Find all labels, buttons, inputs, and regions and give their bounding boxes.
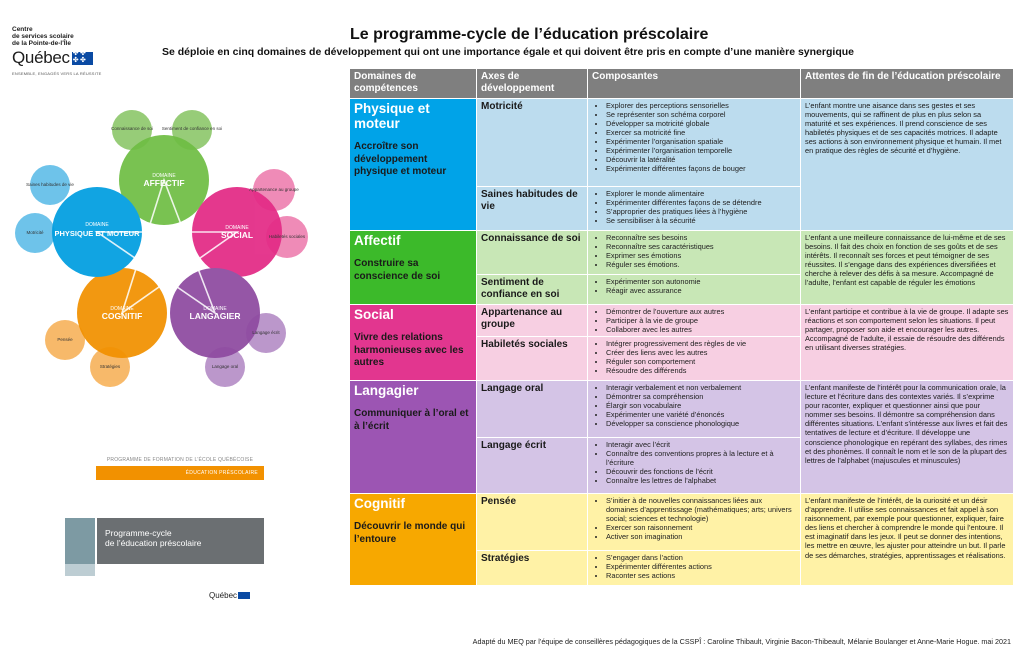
satellite-label-0: Connaissance de soi xyxy=(111,126,153,131)
cover-orange-bar: ÉDUCATION PRÉSCOLAIRE xyxy=(96,466,264,480)
logo-org-line1: Centre xyxy=(12,26,33,33)
axis-cell: Motricité xyxy=(477,99,588,187)
domain-name: Langagier xyxy=(354,383,419,398)
component-item: • Expérimenter différentes façons de bouger xyxy=(606,164,796,173)
component-item: • Réguler son comportement xyxy=(606,357,796,366)
satellite-label-4: Langage écrit xyxy=(252,330,280,335)
expectations-cell: L’enfant manifeste de l’intérêt, de la curiosité et un désir d’apprendre. Il utilise ses connaissances et fait appel à son raisonnement, par exemple pour questionner, expliquer, faire des liens et chercher à comprendre le monde qui l’entoure. Il est imaginatif dans les jeux. Il peut se donner des intentions, les mettre en œuvre, les ajuster pour atteindre un but. Il parle de ses démarches, stratégies, apprentissages et réalisations. xyxy=(801,494,1014,586)
axis-cell: Langage oral xyxy=(477,381,588,438)
components-cell xyxy=(588,494,801,551)
axis-cell: Langage écrit xyxy=(477,438,588,494)
domain-description: Découvrir le monde qui l’entoure xyxy=(354,521,466,545)
quebec-flag-icon xyxy=(72,52,93,65)
component-item: • Expérimenter son autonomie xyxy=(606,277,796,286)
component-item: • Se sensibiliser à la sécurité xyxy=(606,216,796,225)
components-list xyxy=(592,233,796,269)
table-body xyxy=(350,99,1014,586)
table-row xyxy=(350,305,1014,337)
table-row xyxy=(350,381,1014,438)
table-row xyxy=(350,494,1014,551)
domain-cell xyxy=(350,231,477,305)
satellite-label-6: Stratégies xyxy=(99,364,121,369)
component-item: • Démontrer de l’ouverture aux autres xyxy=(606,307,796,316)
component-item: • Se représenter son schéma corporel xyxy=(606,110,796,119)
domain-physique-label: PHYSIQUE ET MOTEUR xyxy=(54,229,140,238)
axis-cell: Sentiment de confiance en soi xyxy=(477,275,588,305)
axis-cell: Habiletés sociales xyxy=(477,337,588,381)
components-cell xyxy=(588,337,801,381)
component-item: • Reconnaître ses besoins xyxy=(606,233,796,242)
logo-org-line2: de services scolaire xyxy=(12,33,74,40)
program-cover-title-box xyxy=(97,518,264,564)
component-item: • Exercer son raisonnement xyxy=(606,523,796,532)
domain-description: Accroître son développement physique et moteur xyxy=(354,141,447,177)
component-item: • Activer son imagination xyxy=(606,532,796,541)
quebec-flag-small-icon xyxy=(238,592,250,599)
components-list xyxy=(592,440,796,485)
components-cell xyxy=(588,231,801,275)
component-item: • Développer sa conscience phonologique xyxy=(606,419,796,428)
component-item: • Exprimer ses émotions xyxy=(606,251,796,260)
domain-affectif-top: DOMAINE xyxy=(152,173,176,179)
table-header-row xyxy=(350,69,1014,99)
components-cell xyxy=(588,99,801,187)
footer-credit: Adapté du MEQ par l’équipe de conseillères pédagogiques de la CSSPÎ : Caroline Thibault, Virginie Bacon-Thibeault, Mélanie Boulanger et Anne-Marie Hogue. mai 2021 xyxy=(472,637,1011,646)
axis-cell: Pensée xyxy=(477,494,588,551)
cssp-logo xyxy=(12,26,122,76)
expectations-cell: L’enfant manifeste de l’intérêt pour la communication orale, la lecture et l’écriture dans des contextes variés. Il s’exprime pour raconter, expliquer et questionner ainsi que pour nommer ses besoins. Il démontre sa compréhension dans différentes situations. L’enfant s’intéresse aux livres et fait des tentatives de lecture et d’écriture. Il développe une conscience phonologique en repérant des syllabes, des rimes et des phonèmes. Il connaît le nom et le son de la plupart des lettres de l’alphabet (majuscules et minuscules) xyxy=(801,381,1014,494)
domain-cell xyxy=(350,381,477,494)
component-item: • Interagir avec l’écrit xyxy=(606,440,796,449)
domain-langagier-label: LANGAGIER xyxy=(189,311,241,321)
satellite-label-2: Appartenance au groupe xyxy=(249,187,299,192)
component-item: • Découvrir des fonctions de l’écrit xyxy=(606,467,796,476)
axis-cell: Connaissance de soi xyxy=(477,231,588,275)
components-list xyxy=(592,307,796,334)
expectations-cell: L’enfant montre une aisance dans ses gestes et ses mouvements, qui se raffinent de plus en plus selon sa maturité et ses expériences. Il prend conscience de ses habiletés physiques et de ses capacités motrices. Il adapte ses actions à son environnement physique et humain. Il met en pratique des règles de sécurité et d’hygiène. xyxy=(801,99,1014,231)
component-item: • S’approprier des pratiques liées à l’hygiène xyxy=(606,207,796,216)
components-cell xyxy=(588,187,801,231)
domains-diagram xyxy=(10,105,310,390)
components-list xyxy=(592,339,796,375)
domain-circles xyxy=(52,135,282,358)
satellite-label-5: Langage oral xyxy=(211,364,239,369)
logo-tagline: ENSEMBLE, ENGAGÉS VERS LA RÉUSSITE xyxy=(12,71,102,76)
expectations-cell: L’enfant participe et contribue à la vie de groupe. Il adapte ses réactions et son comportement selon les situations. Il peut partager, proposer son aide et encourager les autres. Accompagné de l’adulte, il essaie de résoudre des différends en utilisant diverses stratégies. xyxy=(801,305,1014,381)
components-list xyxy=(592,101,796,173)
component-item: • Développer sa motricité globale xyxy=(606,119,796,128)
component-item: • Expérimenter différentes façons de se détendre xyxy=(606,198,796,207)
satellite-label-8: Motricité xyxy=(26,230,44,235)
satellite-label-3: Habiletés sociales xyxy=(268,234,306,239)
components-list xyxy=(592,553,796,580)
domain-affectif-label: AFFECTIF xyxy=(143,178,185,188)
domain-social-top: DOMAINE xyxy=(225,225,249,231)
domain-cognitif-top: DOMAINE xyxy=(110,306,134,312)
cover-title-line1: Programme-cycle xyxy=(105,528,172,538)
component-item: • Réguler ses émotions. xyxy=(606,260,796,269)
header-axes: Axes de développement xyxy=(477,69,588,99)
component-item: • Expérimenter l’organisation spatiale xyxy=(606,137,796,146)
components-list xyxy=(592,277,796,295)
components-cell xyxy=(588,438,801,494)
component-item: • Explorer le monde alimentaire xyxy=(606,189,796,198)
cover-title-line2: de l’éducation préscolaire xyxy=(105,538,202,548)
page-title: Le programme-cycle de l’éducation préscolaire xyxy=(350,26,709,43)
table-row xyxy=(350,231,1014,275)
components-cell xyxy=(588,551,801,586)
components-cell xyxy=(588,305,801,337)
cover-program-line: PROGRAMME DE FORMATION DE L’ÉCOLE QUÉBÉCOISE xyxy=(106,457,254,463)
cover-quebec-text: Québec xyxy=(209,591,238,600)
domain-physique-top: DOMAINE xyxy=(85,222,109,228)
domain-name: Social xyxy=(354,307,394,322)
domain-cell xyxy=(350,305,477,381)
component-item: • Exercer sa motricité fine xyxy=(606,128,796,137)
domain-cognitif-label: COGNITIF xyxy=(101,311,143,321)
components-cell xyxy=(588,381,801,438)
table-row xyxy=(350,99,1014,187)
expectations-cell: L’enfant a une meilleure connaissance de lui-même et de ses besoins. Il fait des choix en fonction de ses goûts et de ses intérêts. Il reconnaît ses forces et peut témoigner de ses réussites. Il s’engage dans des expériences diversifiées et cherche à relever des défis à sa mesure. Accompagné de l’adulte, l’enfant est capable de réguler les émotions xyxy=(801,231,1014,305)
component-item: • Résoudre des différends xyxy=(606,366,796,375)
axis-cell: Appartenance au groupe xyxy=(477,305,588,337)
component-item: • Raconter ses actions xyxy=(606,571,796,580)
component-item: • Expérimenter une variété d’énoncés xyxy=(606,410,796,419)
component-item: • S’engager dans l’action xyxy=(606,553,796,562)
component-item: • Expérimenter l’organisation temporelle xyxy=(606,146,796,155)
components-list xyxy=(592,496,796,541)
domain-description: Communiquer à l’oral et à l’écrit xyxy=(354,408,469,432)
logo-org-line3: de la Pointe-de-l'Île xyxy=(12,40,71,47)
header-domaines: Domaines de compétences xyxy=(350,69,477,99)
domain-name: Physique et moteur xyxy=(354,101,430,131)
program-cover-strip xyxy=(96,457,264,480)
logo-quebec xyxy=(12,48,122,68)
axis-cell: Stratégies xyxy=(477,551,588,586)
components-list xyxy=(592,189,796,225)
component-item: • Réagir avec assurance xyxy=(606,286,796,295)
axis-cell: Saines habitudes de vie xyxy=(477,187,588,231)
domain-name: Affectif xyxy=(354,233,401,248)
domain-description: Vivre des relations harmonieuses avec les autres xyxy=(354,332,464,368)
header-attentes: Attentes de fin de l’éducation préscolaire xyxy=(801,69,1014,99)
satellite-label-1: Sentiment de confiance en soi xyxy=(161,126,223,131)
component-item: • Collaborer avec les autres xyxy=(606,325,796,334)
components-cell xyxy=(588,275,801,305)
domain-social-label: SOCIAL xyxy=(220,230,254,240)
component-item: • Participer à la vie de groupe xyxy=(606,316,796,325)
component-item: • Explorer des perceptions sensorielles xyxy=(606,101,796,110)
component-item: • Interagir verbalement et non verbalement xyxy=(606,383,796,392)
component-item: • Connaître des conventions propres à la lecture et à l’écriture xyxy=(606,449,796,467)
component-item: • Créer des liens avec les autres xyxy=(606,348,796,357)
cover-strip xyxy=(65,518,95,564)
cover-quebec-logo xyxy=(209,591,250,600)
domain-description: Construire sa conscience de soi xyxy=(354,258,441,282)
components-list xyxy=(592,383,796,428)
program-table xyxy=(349,68,1014,586)
domain-name: Cognitif xyxy=(354,496,405,511)
component-item: • S’initier à de nouvelles connaissances liées aux domaines d’apprentissage (mathématiques; arts; univers social; sciences et technologie) xyxy=(606,496,796,523)
logo-quebec-text: Québec xyxy=(12,48,70,67)
satellite-label-7: Pensée xyxy=(57,337,73,342)
component-item: • Découvrir la latéralité xyxy=(606,155,796,164)
page-subtitle: Se déploie en cinq domaines de développement qui ont une importance égale et qui doivent être pris en compte d’une manière synergique xyxy=(162,46,854,58)
satellite-label-9: Saines habitudes de vie xyxy=(26,182,74,187)
component-item: • Intégrer progressivement des règles de vie xyxy=(606,339,796,348)
domain-cell xyxy=(350,494,477,586)
domain-cell xyxy=(350,99,477,231)
domain-langagier-top: DOMAINE xyxy=(203,306,227,312)
component-item: • Démontrer sa compréhension xyxy=(606,392,796,401)
cover-strip-light xyxy=(65,564,95,576)
component-item: • Reconnaître ses caractéristiques xyxy=(606,242,796,251)
component-item: • Expérimenter différentes actions xyxy=(606,562,796,571)
component-item: • Élargir son vocabulaire xyxy=(606,401,796,410)
header-composantes: Composantes xyxy=(588,69,801,99)
component-item: • Connaître les lettres de l’alphabet xyxy=(606,476,796,485)
